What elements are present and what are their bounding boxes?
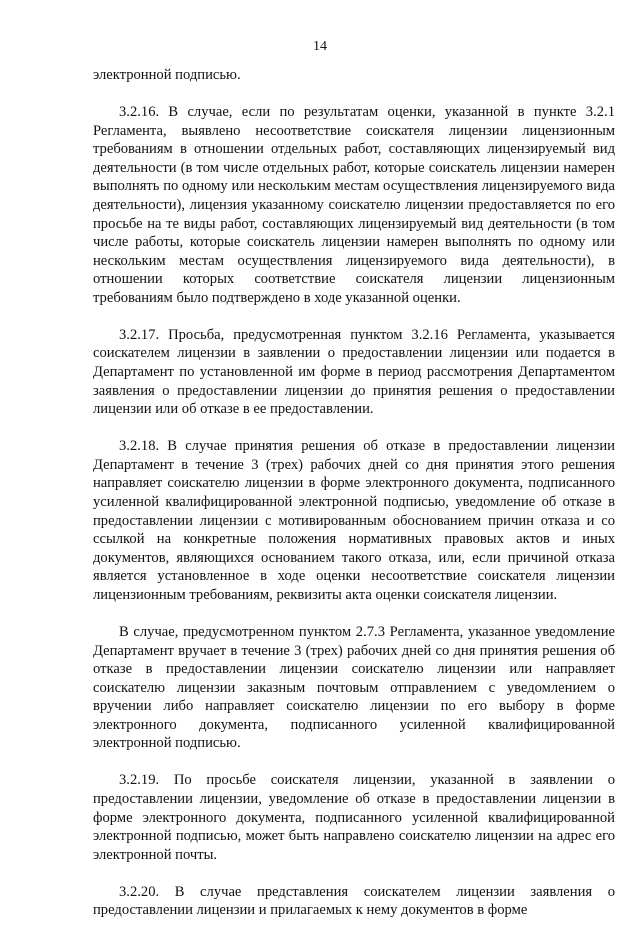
paragraph-3-2-20: 3.2.20. В случае представления соискателем лицензии заявления о предоставлении лицензии и прилагаемых к нему документов в форме: [93, 883, 615, 919]
page-number: 14: [313, 39, 327, 54]
paragraph-3-2-17: 3.2.17. Просьба, предусмотренная пунктом 3.2.16 Регламента, указывается соискателем лицензии в заявлении о предоставлении лицензии или подается в Департамент по установленной им форме в период рассмотрения Департаментом заявления о предоставлении лицензии до принятия решения о предоставлении лицензии или об отказе в ее предоставлении.: [93, 326, 615, 418]
paragraph-3-2-19: 3.2.19. По просьбе соискателя лицензии, указанной в заявлении о предоставлении лицензии, уведомление об отказе в предоставлении лицензии в форме электронного документа, подписанного усиленной квалифицированной электронной подписью, может быть направлено соискателю лицензии на адрес его электронной почты.: [93, 772, 615, 863]
document-body: [93, 66, 615, 939]
paragraph-continuation: электронной подписью.: [93, 67, 241, 83]
paragraph-3-2-16: 3.2.16. В случае, если по результатам оценки, указанной в пункте 3.2.1 Регламента, выявлено несоответствие соискателя лицензии лицензионным требованиям в отношении отдельных работ, составляющих лицензируемый вид деятельности (в том числе отдельных работ, которые соискатель лицензии намерен выполнять по одному или нескольким местам осуществления лицензируемого вида деятельности), лицензия указанному соискателю лицензии предоставляется по его просьбе на те виды работ, составляющих лицензируемый вид деятельности (в том числе работы, которые соискатель лицензии намерен выполнять по одному или нескольким местам осуществления лицензируемого вида деятельности), в отношении которых соответствие соискателя лицензии лицензионным требованиям было подтверждено в ходе указанной оценки.: [93, 104, 615, 306]
paragraph-notification-delivery: В случае, предусмотренном пунктом 2.7.3 Регламента, указанное уведомление Департамент вручает в течение 3 (трех) рабочих дней со дня принятия решения об отказе в предоставлении лицензии соискателю лицензии или направляет соискателю лицензии заказным почтовым отправлением с уведомлением о вручении либо направляет соискателю лицензии по его выбору в форме электронного документа, подписанного усиленной квалифицированной электронной подписью.: [93, 623, 615, 752]
paragraph-3-2-18: 3.2.18. В случае принятия решения об отказе в предоставлении лицензии Департамент в течение 3 (трех) рабочих дней со дня принятия этого решения направляет соискателю лицензии в форме электронного документа, подписанного усиленной квалифицированной электронной подписью, уведомление об отказе в предоставлении лицензии с мотивированным обоснованием причин отказа и со ссылкой на конкретные положения нормативных правовых актов и иных документов, являющихся основанием такого отказа, или, если причиной отказа является установленное в ходе оценки несоответствие соискателя лицензии лицензионным требованиям, реквизиты акта оценки соискателя лицензии.: [93, 438, 615, 603]
